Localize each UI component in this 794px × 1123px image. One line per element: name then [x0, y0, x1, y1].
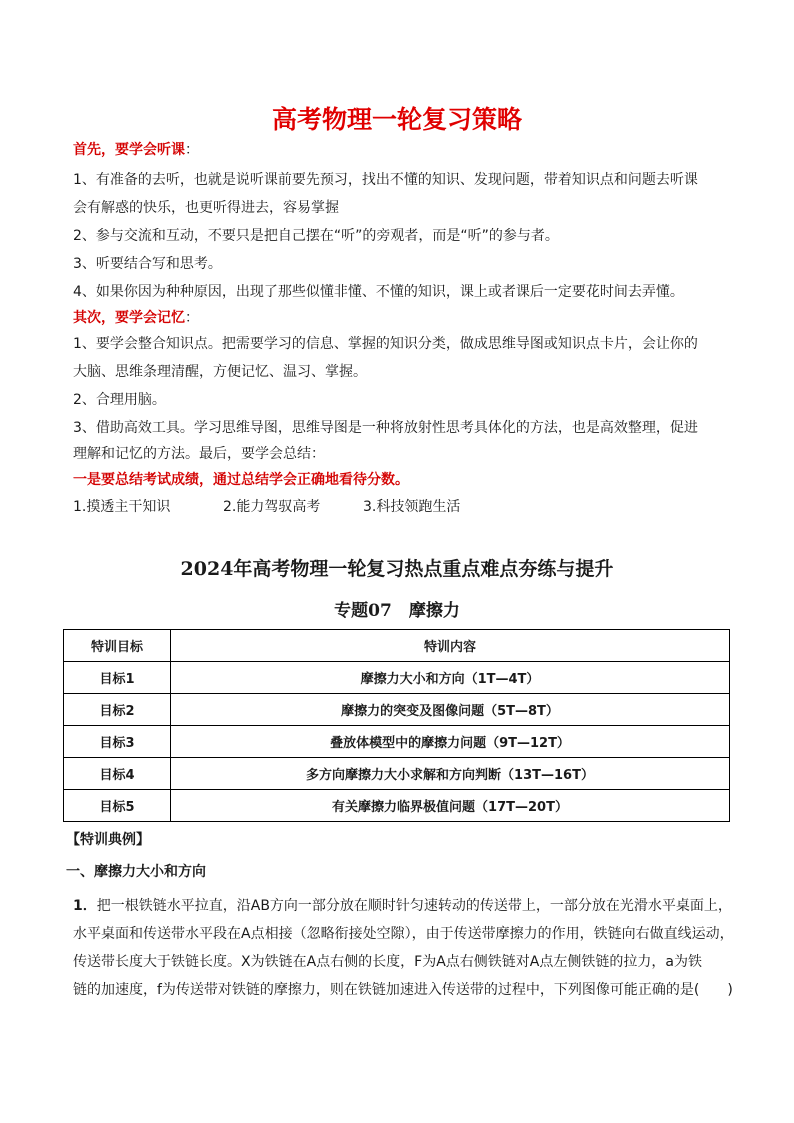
table-cell-target: 目标4	[64, 758, 171, 790]
section1-item-1-cont: 会有解惑的快乐，也更听得进去，容易掌握	[73, 200, 339, 216]
table-row	[64, 790, 730, 822]
table-header-target: 特训目标	[64, 630, 171, 662]
section2-heading: 其次，要学会记忆	[73, 310, 185, 326]
question-1-line-2: 水平桌面和传送带水平段在A点相接（忽略衔接处空隙），由于传送带摩擦力的作用，铁链向右做直线运动，	[73, 926, 734, 942]
section1-heading-line	[73, 140, 199, 160]
table-row	[64, 694, 730, 726]
table-cell-content: 摩擦力大小和方向（1T—4T）	[171, 662, 730, 694]
section1-heading: 首先，要学会听课	[73, 142, 185, 158]
section1-heading-suffix: ：	[185, 142, 199, 158]
section2-item-3-cont: 理解和记忆的方法。最后，要学会总结：	[73, 446, 325, 462]
table-cell-content: 有关摩擦力临界极值问题（17T—20T）	[171, 790, 730, 822]
section2-item-1: 1、要学会整合知识点。把需要学习的信息、掌握的知识分类，做成思维导图或知识点卡片，会让你的	[73, 336, 698, 352]
part1-heading: 一、摩擦力大小和方向	[66, 864, 206, 880]
table-row	[64, 726, 730, 758]
section2-item-2: 2、合理用脑。	[73, 392, 166, 408]
question-1-line-1	[73, 892, 743, 920]
section1-item-3: 3、听要结合写和思考。	[73, 256, 222, 272]
table-cell-target: 目标3	[64, 726, 171, 758]
table-cell-content: 多方向摩擦力大小求解和方向判断（13T—16T）	[171, 758, 730, 790]
training-targets-table	[63, 629, 730, 822]
section2-heading-suffix: ：	[185, 310, 199, 326]
table-cell-content: 摩擦力的突变及图像问题（5T—8T）	[171, 694, 730, 726]
document-subtitle: 2024年高考物理一轮复习热点重点难点夯练与提升	[180, 558, 614, 580]
table-row	[64, 662, 730, 694]
section2-item-3: 3、借助高效工具。学习思维导图，思维导图是一种将放射性思考具体化的方法，也是高效整理，促进	[73, 420, 698, 436]
tip-3: 3.科技领跑生活	[363, 499, 461, 515]
tip-1: 1.摸透主干知识	[73, 499, 171, 515]
question-1	[73, 892, 743, 1004]
table-header-row	[64, 630, 730, 662]
section1-item-1: 1、有准备的去听，也就是说听课前要先预习，找出不懂的知识、发现问题，带着知识点和问题去听课	[73, 172, 698, 188]
question-1-line-4: 链的加速度，f为传送带对铁链的摩擦力，则在铁链加速进入传送带的过程中，下列图像可能正确的是( )	[73, 982, 733, 998]
table-cell-content: 叠放体模型中的摩擦力问题（9T—12T）	[171, 726, 730, 758]
table-cell-target: 目标5	[64, 790, 171, 822]
section1-item-2: 2、参与交流和互动，不要只是把自己摆在“听”的旁观者，而是“听”的参与者。	[73, 228, 559, 244]
section1-item-4: 4、如果你因为种种原因，出现了那些似懂非懂、不懂的知识，课上或者课后一定要花时间去弄懂。	[73, 284, 684, 300]
topic-title: 专题07 摩擦力	[334, 601, 460, 621]
question-1-text-1: 把一根铁链水平拉直，沿AB方向一部分放在顺时针匀速转动的传送带上，一部分放在光滑水平桌面上，	[96, 898, 732, 914]
table-cell-target: 目标2	[64, 694, 171, 726]
table-header-content: 特训内容	[171, 630, 730, 662]
question-1-line-3: 传送带长度大于铁链长度。X为铁链在A点右侧的长度，F为A点右侧铁链对A点左侧铁链的拉力，a为铁	[73, 954, 702, 970]
examples-heading: 【特训典例】	[66, 832, 150, 848]
page-title: 高考物理一轮复习策略	[271, 105, 522, 134]
table-cell-target: 目标1	[64, 662, 171, 694]
section2-heading-line	[73, 308, 199, 328]
section2-item-1-cont: 大脑、思维条理清醒，方便记忆、温习、掌握。	[73, 364, 367, 380]
tips-row	[73, 497, 460, 517]
table-row	[64, 758, 730, 790]
summary-red-line: 一是要总结考试成绩，通过总结学会正确地看待分数。	[73, 472, 409, 488]
tip-2: 2.能力驾驭高考	[223, 499, 321, 515]
question-1-number: 1．	[73, 898, 97, 914]
